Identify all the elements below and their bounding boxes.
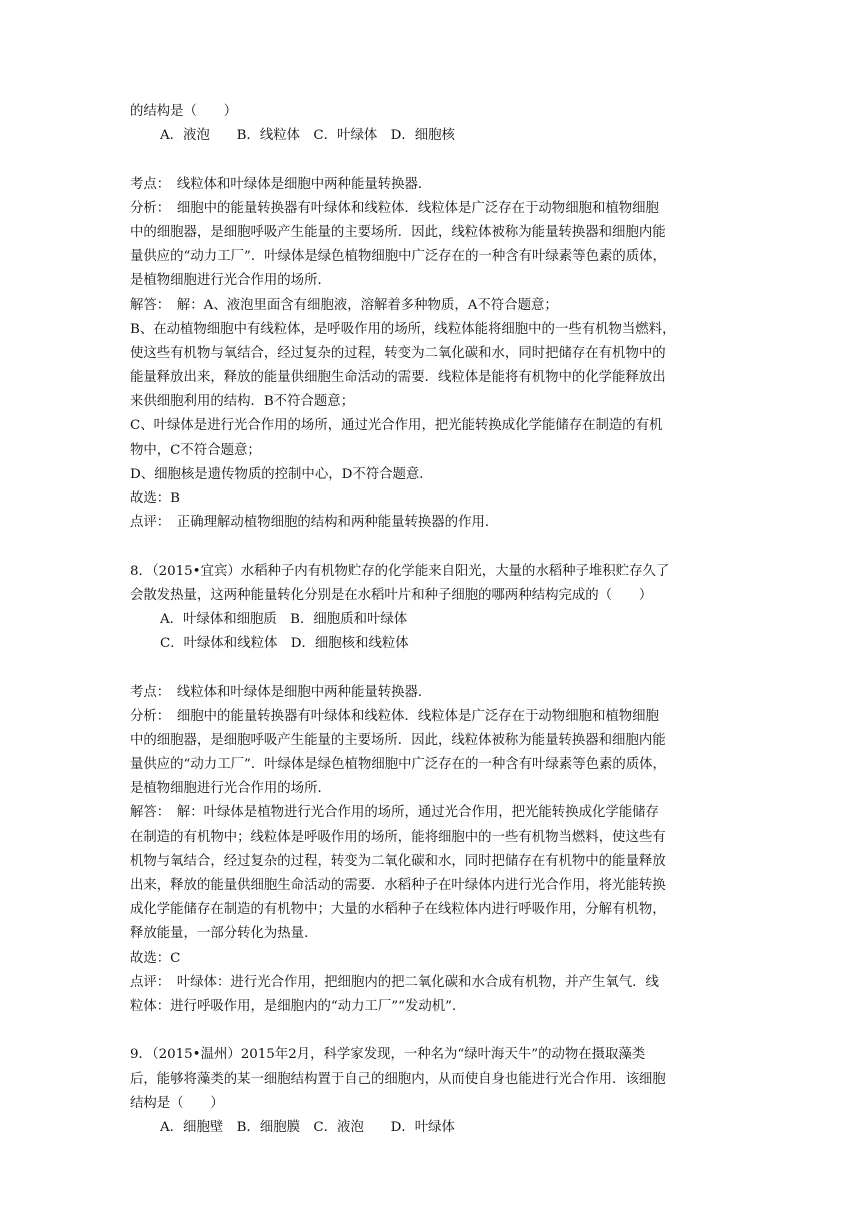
paragraph-gap: [130, 148, 730, 172]
explanation-line: 分析： 细胞中的能量转换器有叶绿体和线粒体．线粒体是广泛存在于动物细胞和植物细胞: [130, 708, 659, 724]
explanation-line: B、在动植物细胞中有线粒体，是呼吸作用的场所，线粒体能将细胞中的一些有机物当燃料，: [130, 321, 676, 337]
explanation-line: 量供应的“动力工厂”．叶绿体是绿色植物细胞中广泛存在的一种含有叶绿素等色素的质体，: [130, 757, 666, 773]
explanation-line: 使这些有机物与氧结合，经过复杂的过程，转变为二氧化碳和水，同时把储存在有机物中的: [130, 345, 666, 361]
explanation-line: D、细胞核是遗传物质的控制中心，D不符合题意．: [130, 466, 433, 482]
question-line: 后，能够将藻类的某一细胞结构置于自己的细胞内，从而使自身也能进行光合作用．该细胞: [130, 1071, 666, 1087]
explanation-line: 粒体：进行呼吸作用，是细胞内的“动力工厂”“发动机”．: [130, 998, 466, 1014]
explanation-line: 是植物细胞进行光合作用的场所．: [130, 781, 331, 797]
explanation-line: 中的细胞器，是细胞呼吸产生能量的主要场所．因此，线粒体被称为能量转换器和细胞内能: [130, 224, 666, 240]
explanation-line: 故选：C: [130, 950, 181, 966]
explanation-line: 来供细胞利用的结构．B不符合题意；: [130, 394, 355, 410]
paragraph-gap: [130, 535, 730, 559]
explanation-line: C、叶绿体是进行光合作用的场所，通过光合作用，把光能转换成化学能储存在制造的有机: [130, 418, 663, 434]
explanation-line: 物中，C不符合题意；: [130, 442, 261, 458]
paragraph-gap: [130, 1019, 730, 1043]
explanation-line: 故选：B: [130, 491, 181, 506]
explanation-line: 解答： 解：A、液泡里面含有细胞液，溶解着多种物质，A不符合题意；: [130, 297, 558, 313]
answer-options-line: C．叶绿体和线粒体 D．细胞核和线粒体: [160, 636, 409, 652]
explanation-line: 点评： 叶绿体：进行光合作用，把细胞内的把二氧化碳和水合成有机物，并产生氧气．线: [130, 974, 659, 990]
answer-options-line: A．细胞壁 B．细胞膜 C．液泡 D．叶绿体: [160, 1119, 455, 1135]
answer-options-line: A．叶绿体和细胞质 B．细胞质和叶绿体: [160, 611, 408, 627]
question-line: 会散发热量，这两种能量转化分别是在水稻叶片和种子细胞的哪两种结构完成的（ ）: [130, 587, 653, 603]
explanation-line: 考点： 线粒体和叶绿体是细胞中两种能量转换器．: [130, 684, 432, 700]
question-line: 8．（2015•宜宾）水稻种子内有机物贮存的化学能来自阳光，大量的水稻种子堆积贮存久了: [130, 563, 670, 579]
explanation-line: 出来，释放的能量供细胞生命活动的需要．水稻种子在叶绿体内进行光合作用，将光能转换: [130, 878, 666, 893]
paragraph-gap: [130, 656, 730, 680]
answer-options-line: A．液泡 B．线粒体 C．叶绿体 D．细胞核: [160, 128, 455, 144]
question-line: 的结构是（ ）: [130, 104, 238, 119]
document-page: [130, 100, 730, 1140]
explanation-line: 点评： 正确理解动植物细胞的结构和两种能量转换器的作用．: [130, 515, 499, 531]
explanation-line: 成化学能储存在制造的有机物中；大量的水稻种子在线粒体内进行呼吸作用，分解有机物，: [130, 902, 666, 918]
explanation-line: 能量释放出来，释放的能量供细胞生命活动的需要．线粒体是能将有机物中的化学能释放出: [130, 370, 666, 386]
explanation-line: 是植物细胞进行光合作用的场所．: [130, 273, 331, 289]
explanation-line: 量供应的“动力工厂”．叶绿体是绿色植物细胞中广泛存在的一种含有叶绿素等色素的质体，: [130, 249, 666, 265]
explanation-line: 在制造的有机物中；线粒体是呼吸作用的场所，能将细胞中的一些有机物当燃料，使这些有: [130, 829, 666, 845]
explanation-line: 机物与氧结合，经过复杂的过程，转变为二氧化碳和水，同时把储存在有机物中的能量释放: [130, 853, 666, 869]
explanation-line: 分析： 细胞中的能量转换器有叶绿体和线粒体．线粒体是广泛存在于动物细胞和植物细胞: [130, 200, 659, 216]
explanation-line: 考点： 线粒体和叶绿体是细胞中两种能量转换器．: [130, 176, 432, 192]
question-line: 结构是（ ）: [130, 1095, 224, 1111]
explanation-line: 中的细胞器，是细胞呼吸产生能量的主要场所．因此，线粒体被称为能量转换器和细胞内能: [130, 732, 666, 748]
explanation-line: 释放能量，一部分转化为热量．: [130, 926, 318, 942]
explanation-line: 解答： 解：叶绿体是植物进行光合作用的场所，通过光合作用，把光能转换成化学能储存: [130, 805, 659, 821]
question-line: 9．（2015•温州）2015年2月，科学家发现，一种名为“绿叶海天牛”的动物在摄取藻类: [130, 1047, 646, 1063]
